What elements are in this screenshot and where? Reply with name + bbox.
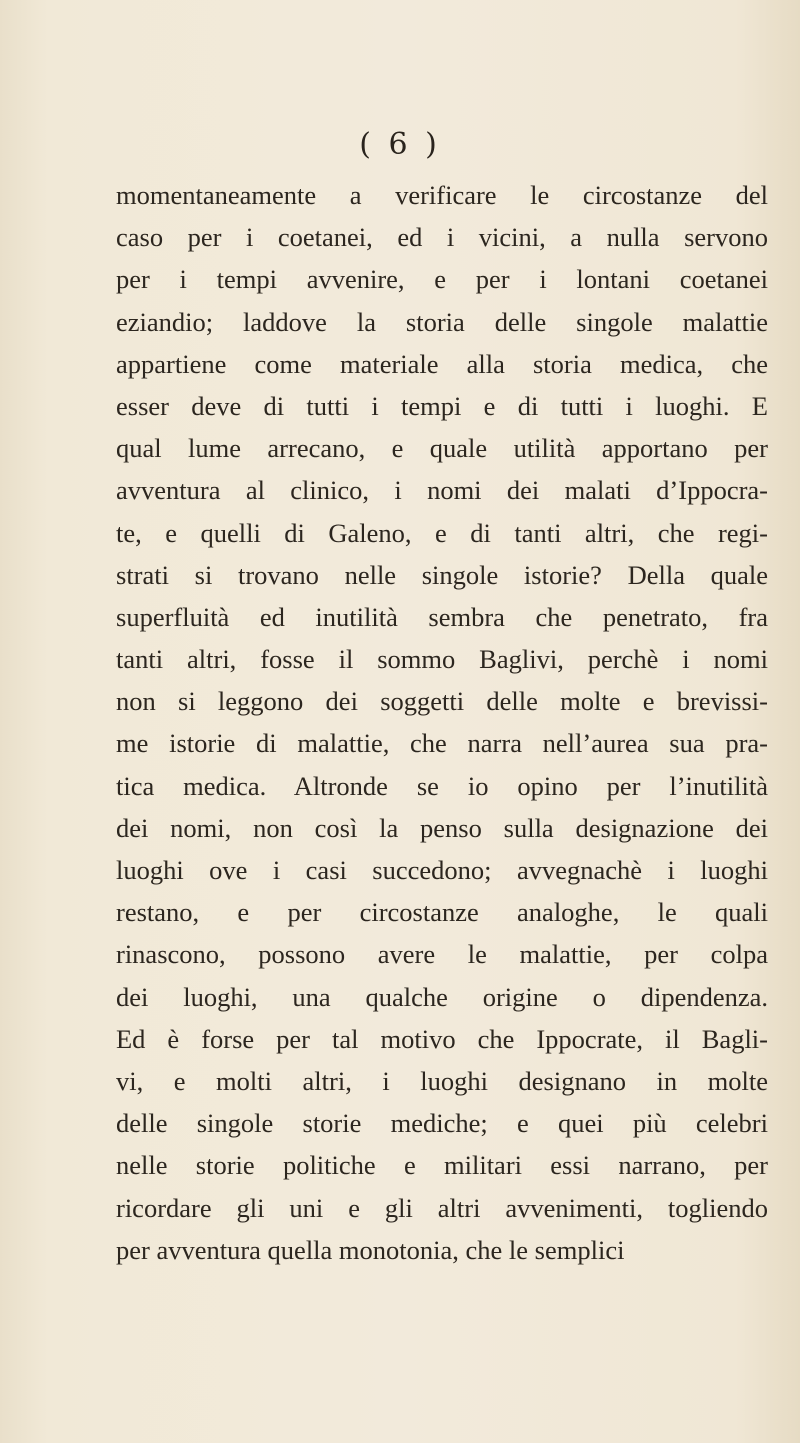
text-line: qual lume arrecano, e quale utilità apportano per xyxy=(116,433,768,464)
text-line: avventura al clinico, i nomi dei malati d’Ippocra- xyxy=(116,475,768,506)
page-number: ( 6 ) xyxy=(359,127,441,162)
body-text xyxy=(116,174,768,1271)
text-line: per i tempi avvenire, e per i lontani coetanei xyxy=(116,264,768,295)
text-line: nelle storie politiche e militari essi narrano, per xyxy=(116,1150,768,1181)
text-line: dei nomi, non così la penso sulla designazione dei xyxy=(116,812,768,843)
text-line: superfluità ed inutilità sembra che penetrato, fra xyxy=(116,601,768,632)
text-line: me istorie di malattie, che narra nell’aurea sua pra- xyxy=(116,728,768,759)
text-line: per avventura quella monotonia, che le semplici xyxy=(116,1234,625,1265)
text-line: appartiene come materiale alla storia medica, che xyxy=(116,348,768,379)
text-line: te, e quelli di Galeno, e di tanti altri, che regi- xyxy=(116,517,768,548)
text-line: Ed è forse per tal motivo che Ippocrate, il Bagli- xyxy=(116,1023,768,1054)
text-line: ricordare gli uni e gli altri avvenimenti, togliendo xyxy=(116,1192,768,1223)
text-line: strati si trovano nelle singole istorie? Della quale xyxy=(116,559,768,590)
text-line: esser deve di tutti i tempi e di tutti i luoghi. E xyxy=(116,390,768,421)
text-line: caso per i coetanei, ed i vicini, a nulla servono xyxy=(116,222,768,253)
text-line: vi, e molti altri, i luoghi designano in molte xyxy=(116,1065,768,1096)
text-line: luoghi ove i casi succedono; avvegnachè i luoghi xyxy=(116,855,768,885)
text-line: dei luoghi, una qualche origine o dipendenza. xyxy=(116,981,768,1012)
text-line: tica medica. Altronde se io opino per l’inutilità xyxy=(116,770,768,801)
text-line: non si leggono dei soggetti delle molte e brevissi- xyxy=(116,686,768,717)
text-line: eziandio; laddove la storia delle singole malattie xyxy=(116,306,768,337)
text-line: tanti altri, fosse il sommo Baglivi, perchè i nomi xyxy=(116,644,768,675)
text-line: restano, e per circostanze analoghe, le quali xyxy=(116,897,768,928)
text-line: rinascono, possono avere le malattie, per colpa xyxy=(116,939,768,970)
text-line: momentaneamente a verificare le circostanze del xyxy=(116,180,768,210)
text-line: delle singole storie mediche; e quei più celebri xyxy=(116,1108,768,1139)
